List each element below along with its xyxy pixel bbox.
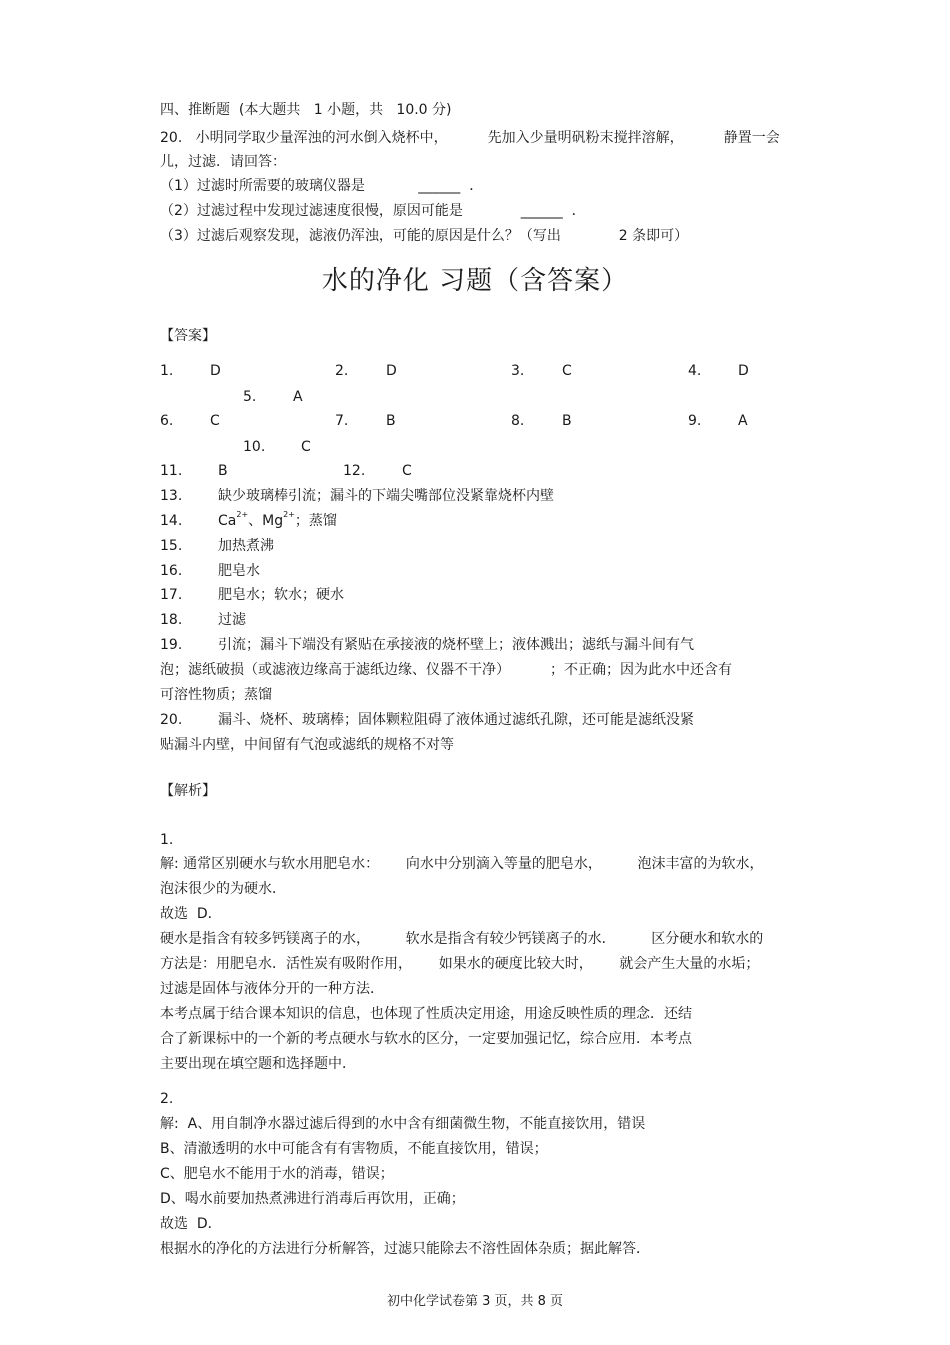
analysis-1-number: 1. (160, 832, 174, 848)
analysis-1-text: 本考点属于结合课本知识的信息，也体现了性质决定用途，用途反映性质的理念．还结 (160, 1006, 692, 1022)
answer-number: 20. (160, 712, 183, 728)
question-20-text: 20. 小明同学取少量浑浊的河水倒入烧杯中， 先加入少量明矾粉末搅拌溶解， 静置一会 (160, 130, 780, 146)
analysis-2-text: D、喝水前要加热煮沸进行消毒后再饮用，正确； (160, 1191, 465, 1207)
answer-19-cont: 泡；滤纸破损（或滤液边缘高于滤纸边缘、仪器不干净） ；不正确；因为此水中还含有 (160, 662, 733, 678)
answer-number: 10. (243, 439, 266, 455)
answer-number: 11. (160, 463, 183, 479)
answer-number: 6. (160, 413, 174, 429)
analysis-1-text: 泡沫很少的为硬水． (160, 881, 286, 897)
analysis-1-text: 硬水是指含有较多钙镁离子的水， 软水是指含有较少钙镁离子的水． 区分硬水和软水的 (160, 931, 764, 947)
answer-choice: D (386, 363, 397, 379)
answer-18: 过滤 (218, 612, 246, 628)
question-20-sub1: （1）过滤时所需要的玻璃仪器是 ______ ． (160, 178, 484, 194)
answer-number: 7. (335, 413, 349, 429)
page-footer: 初中化学试卷第 3 页，共 8 页 (386, 1294, 564, 1309)
answer-number: 4. (688, 363, 702, 379)
answer-20: 漏斗、烧杯、玻璃棒；固体颗粒阻碍了液体通过滤纸孔隙，还可能是滤纸没紧 (218, 712, 694, 728)
analysis-1-text: 过滤是固体与液体分开的一种方法． (160, 981, 384, 997)
answer-number: 8. (511, 413, 525, 429)
answer-number: 3. (511, 363, 525, 379)
answer-14: $Ca^{2+}$、$Mg^{2+}$；蒸馏 (218, 510, 337, 529)
answer-number: 2. (335, 363, 349, 379)
answer-number: 5. (243, 389, 257, 405)
answer-number: 16. (160, 563, 183, 579)
answer-choice: C (210, 413, 220, 429)
answers-label: 【答案】 (160, 328, 216, 344)
answer-19: 引流；漏斗下端没有紧贴在承接液的烧杯壁上；液体溅出；滤纸与漏斗间有气 (218, 637, 694, 653)
analysis-2-text: B、清澈透明的水中可能含有有害物质，不能直接饮用，错误； (160, 1141, 548, 1157)
answer-number: 9. (688, 413, 702, 429)
answer-20-cont: 贴漏斗内壁，中间留有气泡或滤纸的规格不对等 (160, 737, 454, 753)
answer-number: 15. (160, 538, 183, 554)
analysis-2-text: 根据水的净化的方法进行分析解答，过滤只能除去不溶性固体杂质；据此解答． (160, 1241, 650, 1257)
answer-choice: B (562, 413, 572, 429)
section-heading: 四、推断题 (本大题共 1 小题，共 10.0 分) (160, 102, 452, 118)
answer-choice: D (738, 363, 749, 379)
analysis-1-text: 合了新课标中的一个新的考点硬水与软水的区分，一定要加强记忆，综合应用．本考点 (160, 1031, 692, 1047)
answer-number: 18. (160, 612, 183, 628)
answer-choice: B (218, 463, 228, 479)
answer-15: 加热煮沸 (218, 538, 274, 554)
analysis-2-text: 解: A、用自制净水器过滤后得到的水中含有细菌微生物，不能直接饮用，错误 (160, 1116, 646, 1132)
analysis-1-text: 解: 通常区别硬水与软水用肥皂水： 向水中分别滴入等量的肥皂水， 泡沫丰富的为软水， (160, 856, 764, 872)
answer-choice: A (738, 413, 748, 429)
answer-choice: A (293, 389, 303, 405)
answer-19-cont: 可溶性物质；蒸馏 (160, 687, 272, 703)
page-title: 水的净化 习题（含答案） (321, 266, 629, 296)
analysis-1-text: 故选 D． (160, 906, 222, 922)
answer-13: 缺少玻璃棒引流；漏斗的下端尖嘴部位没紧靠烧杯内壁 (218, 488, 554, 504)
analysis-2-number: 2. (160, 1091, 174, 1107)
answer-16: 肥皂水 (218, 563, 260, 579)
answer-choice: D (210, 363, 221, 379)
analysis-1-text: 主要出现在填空题和选择题中． (160, 1056, 356, 1072)
question-20-text-cont: 儿，过滤．请回答： (160, 154, 286, 170)
answer-number: 14. (160, 513, 183, 529)
question-20-sub3: （3）过滤后观察发现，滤液仍浑浊，可能的原因是什么？（写出 2 条即可） (160, 228, 689, 244)
answer-number: 12. (343, 463, 366, 479)
answer-choice: C (562, 363, 572, 379)
answer-choice: C (402, 463, 412, 479)
answer-number: 1. (160, 363, 174, 379)
answer-number: 13. (160, 488, 183, 504)
analysis-1-text: 方法是：用肥皂水．活性炭有吸附作用， 如果水的硬度比较大时， 就会产生大量的水垢； (160, 956, 760, 972)
answer-number: 17. (160, 587, 183, 603)
answer-choice: B (386, 413, 396, 429)
answer-number: 19. (160, 637, 183, 653)
answer-choice: C (301, 439, 311, 455)
analysis-label: 【解析】 (160, 783, 216, 799)
analysis-2-text: C、肥皂水不能用于水的消毒，错误； (160, 1166, 394, 1182)
answer-17: 肥皂水；软水；硬水 (218, 587, 344, 603)
question-20-sub2: （2）过滤过程中发现过滤速度很慢，原因可能是 ______ ． (160, 203, 586, 219)
analysis-2-text: 故选 D． (160, 1216, 222, 1232)
